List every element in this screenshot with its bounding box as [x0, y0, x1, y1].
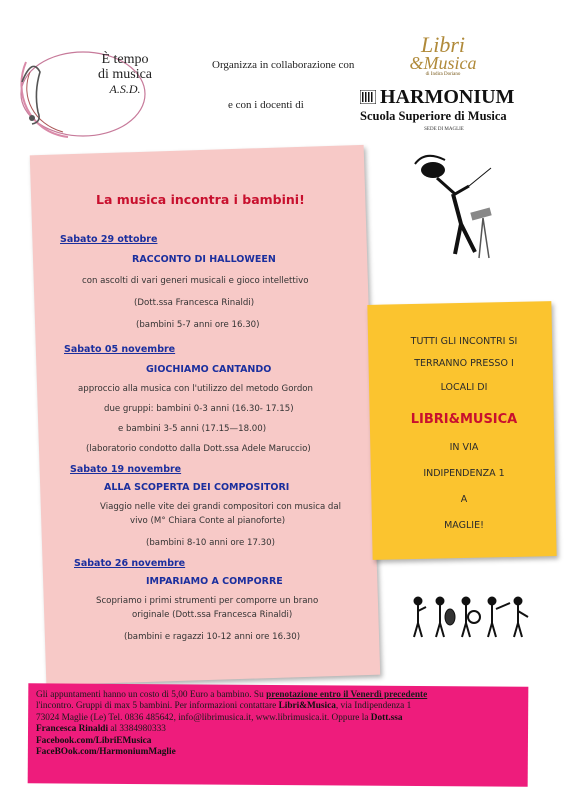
- location-name: LIBRI&MUSICA: [410, 412, 518, 427]
- location-line: TERRANNO PRESSO I: [414, 358, 514, 369]
- libri-logo-line1: Libri: [420, 32, 466, 57]
- piano-icon: [360, 90, 376, 104]
- event-date: Sabato 19 novembre: [70, 464, 182, 475]
- event-line: (Dott.ssa Francesca Rinaldi): [134, 298, 255, 308]
- event-line: con ascolti di vari generi musicali e gioco intellettivo: [82, 276, 309, 286]
- event-title: RACCONTO DI HALLOWEEN: [132, 254, 276, 265]
- logo-line-2: di musica: [97, 67, 153, 82]
- info-shop-name: Libri&Musica: [278, 701, 336, 712]
- info-address: , via Indipendenza 1: [335, 701, 412, 712]
- event-line: vivo (M° Chiara Conte al pianoforte): [130, 516, 286, 526]
- libri-logo-amp: &: [409, 53, 424, 73]
- info-contact-name: Francesca Rinaldi: [36, 724, 109, 735]
- event-line: (laboratorio condotto dalla Dott.ssa Adele Maruccio): [86, 444, 311, 454]
- harmonium-subtitle: Scuola Superiore di Musica: [360, 109, 507, 123]
- facebook-link-harmonium-text[interactable]: FaceBOok.com/HarmoniumMaglie: [36, 747, 176, 758]
- facebook-link-libri-text[interactable]: Facebook.com/LibriEMusica: [36, 735, 152, 746]
- location-line: A: [460, 494, 468, 505]
- location-line: MAGLIE!: [444, 520, 484, 531]
- event-line: (bambini 5-7 anni ore 16.30): [136, 320, 260, 330]
- harmonium-title: HARMONIUM: [380, 86, 515, 108]
- location-line: IN VIA: [449, 442, 479, 453]
- info-booking: prenotazione entro il Venerdì precedente: [266, 690, 428, 700]
- docenti-text: e con i docenti di: [228, 99, 304, 111]
- location-line: LOCALI DI: [440, 382, 488, 393]
- event-line: e bambini 3-5 anni (17.15—18.00): [118, 424, 267, 434]
- event-date: Sabato 05 novembre: [64, 344, 176, 355]
- info-contacts: 73024 Maglie (Le) Tel. 0836 485642, info@librimusica.it, www.librimusica.it. Oppure la: [36, 712, 371, 723]
- harmonium-logo: [360, 86, 528, 132]
- facebook-link-harmonium[interactable]: [36, 747, 526, 758]
- collab-text: Organizza in collaborazione con: [212, 59, 355, 71]
- info-phone: al 3384980333: [108, 724, 166, 735]
- event-line: due gruppi: bambini 0-3 anni (16.30- 17.15): [104, 404, 294, 414]
- facebook-link-libri[interactable]: [36, 736, 526, 747]
- info-cost: Gli appuntamenti hanno un costo di 5,00 Euro a bambino. Su: [36, 690, 267, 700]
- info-text: [36, 690, 526, 758]
- libri-logo-sub: di Indira Doriano: [425, 72, 461, 77]
- event-line: Scopriamo i primi strumenti per comporre un brano: [96, 596, 319, 606]
- location-line: TUTTI GLI INCONTRI SI: [410, 336, 518, 347]
- info-dottssa: Dott.ssa: [370, 712, 403, 723]
- event-title: IMPARIAMO A COMPORRE: [146, 576, 283, 587]
- libri-logo-line2: Musica: [423, 53, 477, 73]
- event-line: originale (Dott.ssa Francesca Rinaldi): [132, 610, 293, 620]
- etempo-logo: [8, 42, 173, 142]
- conductor-illustration: [405, 148, 515, 268]
- event-title: GIOCHIAMO CANTANDO: [146, 364, 272, 375]
- event-date: Sabato 26 novembre: [74, 558, 186, 569]
- event-line: Viaggio nelle vite dei grandi compositori con musica dal: [100, 502, 342, 512]
- event-line: approccio alla musica con l'utilizzo del metodo Gordon: [78, 384, 314, 394]
- event-date: Sabato 29 ottobre: [60, 234, 158, 245]
- location-line: INDIPENDENZA 1: [423, 468, 505, 479]
- logo-line-1: È tempo: [101, 52, 149, 67]
- info-groups: l'incontro. Gruppi di max 5 bambini. Per informazioni contattare: [36, 701, 279, 712]
- harmonium-sede: SEDE DI MAGLIE: [424, 127, 464, 132]
- program-title: La musica incontra i bambini!: [96, 192, 305, 207]
- event-line: (bambini 8-10 anni ore 17.30): [146, 538, 275, 548]
- event-title: ALLA SCOPERTA DEI COMPOSITORI: [104, 482, 290, 493]
- musicians-illustration: [410, 595, 540, 640]
- event-line: (bambini e ragazzi 10-12 anni ore 16.30): [124, 632, 301, 642]
- libri-musica-logo: [393, 32, 493, 77]
- logo-line-3: A.S.D.: [109, 82, 141, 96]
